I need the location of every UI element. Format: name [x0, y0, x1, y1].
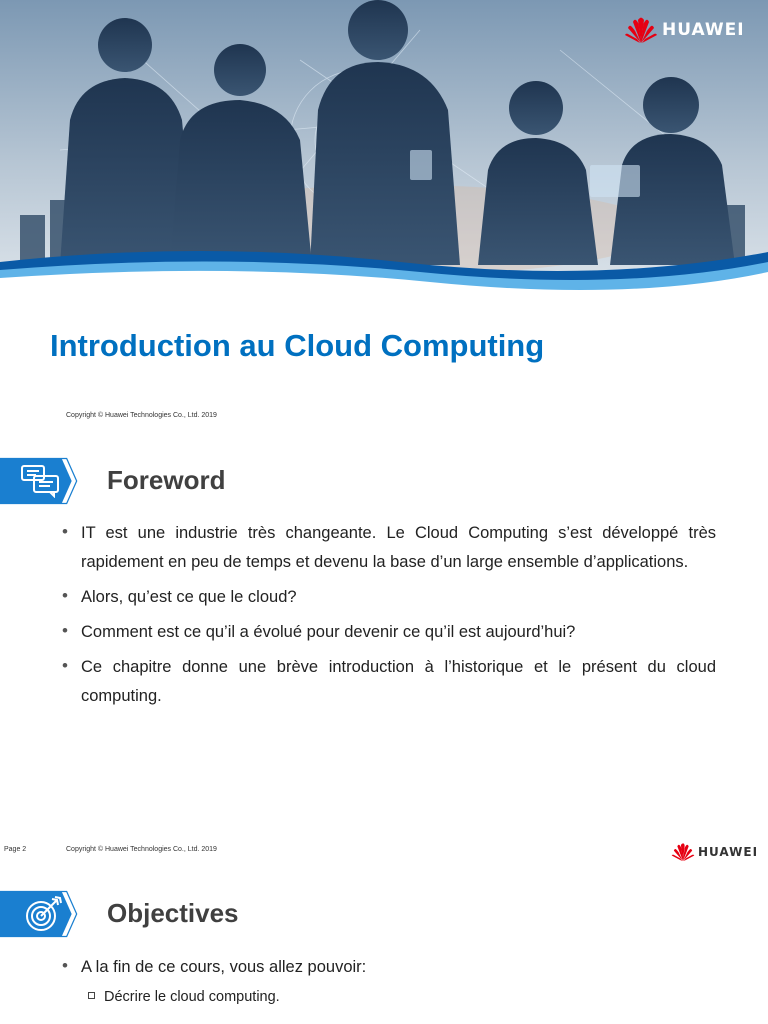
huawei-wordmark: HUAWEI — [698, 845, 759, 859]
foreword-section-header — [0, 450, 768, 512]
list-item: • A la fin de ce cours, vous allez pouvoir: — [62, 953, 716, 982]
page-title: Introduction au Cloud Computing — [50, 328, 545, 363]
list-item: • Comment est ce qu’il a évolué pour devenir ce qu’il est aujourd’hui? — [62, 618, 716, 647]
target-icon — [24, 895, 64, 933]
huawei-flower-icon — [671, 842, 695, 862]
objectives-section-header — [0, 883, 768, 945]
list-item: • Ce chapitre donne une brève introduction à l’historique et le présent du cloud computing. — [62, 653, 716, 711]
list-item: • Alors, qu’est ce que le cloud? — [62, 583, 716, 612]
foreword-heading: Foreword — [107, 465, 226, 495]
huawei-flower-icon — [624, 16, 658, 44]
square-bullet-icon — [88, 992, 95, 999]
list-item: • IT est une industrie très changeante. Le Cloud Computing s’est développé très rapidement en peu de temps et devenu la base d’un large ensemble d’applications. — [62, 519, 716, 577]
foreword-bullet-list — [62, 519, 716, 711]
chat-bubbles-icon — [20, 464, 62, 498]
sub-list-item — [88, 989, 280, 1005]
page-number: Page 2 — [4, 846, 27, 853]
huawei-logo — [624, 16, 745, 44]
huawei-wordmark: HUAWEI — [662, 20, 745, 40]
objectives-bullet-list — [62, 953, 716, 982]
hero-banner — [0, 0, 768, 300]
copyright-text: Copyright © Huawei Technologies Co., Ltd. 2019 — [66, 412, 217, 419]
footer-copyright-text: Copyright © Huawei Technologies Co., Ltd. 2019 — [66, 846, 217, 853]
sub-item-text: Décrire le cloud computing. — [104, 989, 280, 1005]
business-team-cloud-image — [0, 0, 768, 300]
footer-huawei-logo — [671, 842, 758, 862]
objectives-heading: Objectives — [107, 898, 239, 928]
